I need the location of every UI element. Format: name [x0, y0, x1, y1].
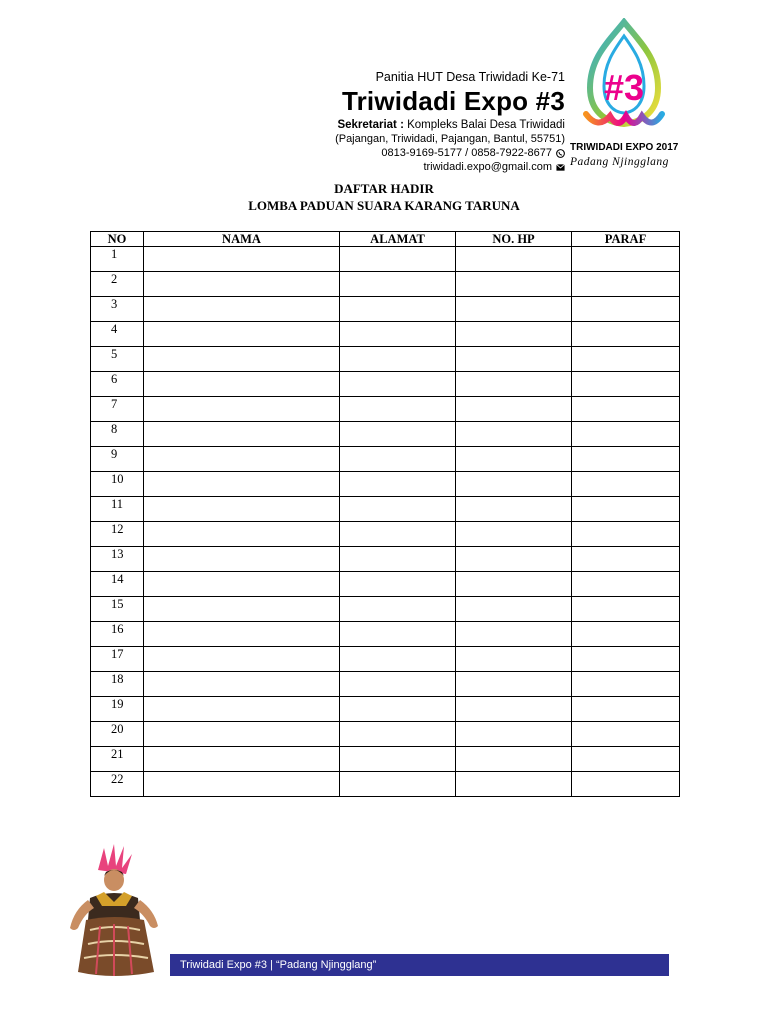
alamat-cell[interactable] [340, 697, 456, 722]
no-hp-cell[interactable] [456, 347, 572, 372]
no-hp-cell[interactable] [456, 722, 572, 747]
alamat-cell[interactable] [340, 497, 456, 522]
paraf-cell[interactable] [572, 297, 680, 322]
no-hp-cell[interactable] [456, 497, 572, 522]
row-number: 5 [91, 347, 144, 372]
row-number: 12 [91, 522, 144, 547]
nama-cell[interactable] [144, 772, 340, 797]
phone-numbers: 0813-9169-5177 / 0858-7922-8677 [381, 147, 552, 159]
secretariat-line [290, 118, 565, 132]
no-hp-cell[interactable] [456, 772, 572, 797]
paraf-cell[interactable] [572, 747, 680, 772]
paraf-cell[interactable] [572, 597, 680, 622]
footer-bar: Triwidadi Expo #3 | “Padang Njingglang” [170, 954, 669, 976]
nama-cell[interactable] [144, 372, 340, 397]
nama-cell[interactable] [144, 297, 340, 322]
row-number: 14 [91, 572, 144, 597]
table-row [91, 497, 680, 522]
nama-cell[interactable] [144, 622, 340, 647]
no-hp-cell[interactable] [456, 422, 572, 447]
table-row [91, 672, 680, 697]
nama-cell[interactable] [144, 547, 340, 572]
nama-cell[interactable] [144, 472, 340, 497]
header-nama: NAMA [144, 232, 340, 247]
paraf-cell[interactable] [572, 272, 680, 297]
secretariat-label: Sekretariat : [337, 119, 404, 131]
paraf-cell[interactable] [572, 372, 680, 397]
paraf-cell[interactable] [572, 547, 680, 572]
no-hp-cell[interactable] [456, 297, 572, 322]
no-hp-cell[interactable] [456, 322, 572, 347]
alamat-cell[interactable] [340, 597, 456, 622]
alamat-cell[interactable] [340, 672, 456, 697]
paraf-cell[interactable] [572, 697, 680, 722]
nama-cell[interactable] [144, 647, 340, 672]
row-number: 18 [91, 672, 144, 697]
alamat-cell[interactable] [340, 422, 456, 447]
table-row [91, 422, 680, 447]
table-row [91, 597, 680, 622]
alamat-cell[interactable] [340, 722, 456, 747]
document-title: DAFTAR HADIR [334, 181, 434, 196]
row-number: 10 [91, 472, 144, 497]
nama-cell[interactable] [144, 747, 340, 772]
logo-mark: #3 [603, 67, 645, 108]
no-hp-cell[interactable] [456, 572, 572, 597]
table-body [91, 247, 680, 797]
no-hp-cell[interactable] [456, 397, 572, 422]
row-number: 21 [91, 747, 144, 772]
alamat-cell[interactable] [340, 522, 456, 547]
no-hp-cell[interactable] [456, 647, 572, 672]
header-no: NO [91, 232, 144, 247]
row-number: 3 [91, 297, 144, 322]
table-row [91, 722, 680, 747]
nama-cell[interactable] [144, 322, 340, 347]
nama-cell[interactable] [144, 497, 340, 522]
nama-cell[interactable] [144, 697, 340, 722]
row-number: 16 [91, 622, 144, 647]
row-number: 4 [91, 322, 144, 347]
table-row [91, 447, 680, 472]
table-row [91, 647, 680, 672]
table-row [91, 247, 680, 272]
row-number: 15 [91, 597, 144, 622]
table-row [91, 347, 680, 372]
no-hp-cell[interactable] [456, 547, 572, 572]
table-row [91, 572, 680, 597]
triwidadi-expo-logo [568, 18, 680, 138]
paraf-cell[interactable] [572, 722, 680, 747]
table-row [91, 622, 680, 647]
committee-name: Panitia HUT Desa Triwidadi Ke-71 [375, 70, 565, 84]
no-hp-cell[interactable] [456, 747, 572, 772]
dancer-illustration [60, 840, 170, 980]
envelope-icon [556, 163, 565, 172]
alamat-cell[interactable] [340, 447, 456, 472]
alamat-cell[interactable] [340, 272, 456, 297]
table-row [91, 272, 680, 297]
paraf-cell[interactable] [572, 247, 680, 272]
document-subtitle: LOMBA PADUAN SUARA KARANG TARUNA [248, 198, 520, 213]
no-hp-cell[interactable] [456, 372, 572, 397]
no-hp-cell[interactable] [456, 447, 572, 472]
table-row [91, 747, 680, 772]
logo-caption: TRIWIDADI EXPO 2017 [570, 142, 679, 153]
alamat-cell[interactable] [340, 322, 456, 347]
alamat-cell[interactable] [340, 622, 456, 647]
row-number: 20 [91, 722, 144, 747]
header-alamat: ALAMAT [340, 232, 456, 247]
row-number: 17 [91, 647, 144, 672]
table-row [91, 772, 680, 797]
row-number: 6 [91, 372, 144, 397]
row-number: 9 [91, 447, 144, 472]
paraf-cell[interactable] [572, 772, 680, 797]
nama-cell[interactable] [144, 397, 340, 422]
row-number: 22 [91, 772, 144, 797]
no-hp-cell[interactable] [456, 597, 572, 622]
table-row [91, 547, 680, 572]
nama-cell[interactable] [144, 272, 340, 297]
paraf-cell[interactable] [572, 672, 680, 697]
email-line [290, 160, 565, 174]
whatsapp-icon [556, 149, 565, 158]
paraf-cell[interactable] [572, 572, 680, 597]
table-header-row [91, 232, 680, 247]
alamat-cell[interactable] [340, 397, 456, 422]
paraf-cell[interactable] [572, 622, 680, 647]
table-row [91, 522, 680, 547]
row-number: 19 [91, 697, 144, 722]
no-hp-cell[interactable] [456, 672, 572, 697]
table-row [91, 472, 680, 497]
nama-cell[interactable] [144, 672, 340, 697]
row-number: 13 [91, 547, 144, 572]
table-row [91, 697, 680, 722]
row-number: 2 [91, 272, 144, 297]
alamat-cell[interactable] [340, 747, 456, 772]
alamat-cell[interactable] [340, 472, 456, 497]
nama-cell[interactable] [144, 722, 340, 747]
secretariat-value: Kompleks Balai Desa Triwidadi [403, 119, 565, 131]
letterhead [290, 70, 565, 174]
nama-cell[interactable] [144, 247, 340, 272]
attendance-table [90, 231, 680, 797]
nama-cell[interactable] [144, 597, 340, 622]
no-hp-cell[interactable] [456, 622, 572, 647]
paraf-cell[interactable] [572, 647, 680, 672]
no-hp-cell[interactable] [456, 472, 572, 497]
table-row [91, 322, 680, 347]
event-title: Triwidadi Expo #3 [341, 86, 565, 116]
logo-tagline: Padang Njingglang [570, 156, 669, 168]
paraf-cell[interactable] [572, 497, 680, 522]
nama-cell[interactable] [144, 422, 340, 447]
alamat-cell[interactable] [340, 772, 456, 797]
table-row [91, 397, 680, 422]
paraf-cell[interactable] [572, 522, 680, 547]
alamat-cell[interactable] [340, 647, 456, 672]
alamat-cell[interactable] [340, 347, 456, 372]
paraf-cell[interactable] [572, 447, 680, 472]
table-row [91, 297, 680, 322]
row-number: 1 [91, 247, 144, 272]
paraf-cell[interactable] [572, 422, 680, 447]
paraf-cell[interactable] [572, 472, 680, 497]
alamat-cell[interactable] [340, 547, 456, 572]
nama-cell[interactable] [144, 347, 340, 372]
no-hp-cell[interactable] [456, 522, 572, 547]
header-paraf: PARAF [572, 232, 680, 247]
paraf-cell[interactable] [572, 347, 680, 372]
paraf-cell[interactable] [572, 397, 680, 422]
row-number: 11 [91, 497, 144, 522]
email-address: triwidadi.expo@gmail.com [423, 161, 552, 173]
paraf-cell[interactable] [572, 322, 680, 347]
table-row [91, 372, 680, 397]
no-hp-cell[interactable] [456, 247, 572, 272]
header-no-hp: NO. HP [456, 232, 572, 247]
alamat-cell[interactable] [340, 297, 456, 322]
nama-cell[interactable] [144, 447, 340, 472]
no-hp-cell[interactable] [456, 697, 572, 722]
alamat-cell[interactable] [340, 247, 456, 272]
row-number: 8 [91, 422, 144, 447]
alamat-cell[interactable] [340, 372, 456, 397]
row-number: 7 [91, 397, 144, 422]
no-hp-cell[interactable] [456, 272, 572, 297]
nama-cell[interactable] [144, 572, 340, 597]
nama-cell[interactable] [144, 522, 340, 547]
alamat-cell[interactable] [340, 572, 456, 597]
phone-line [290, 146, 565, 160]
address-line: (Pajangan, Triwidadi, Pajangan, Bantul, 55751) [335, 133, 565, 145]
